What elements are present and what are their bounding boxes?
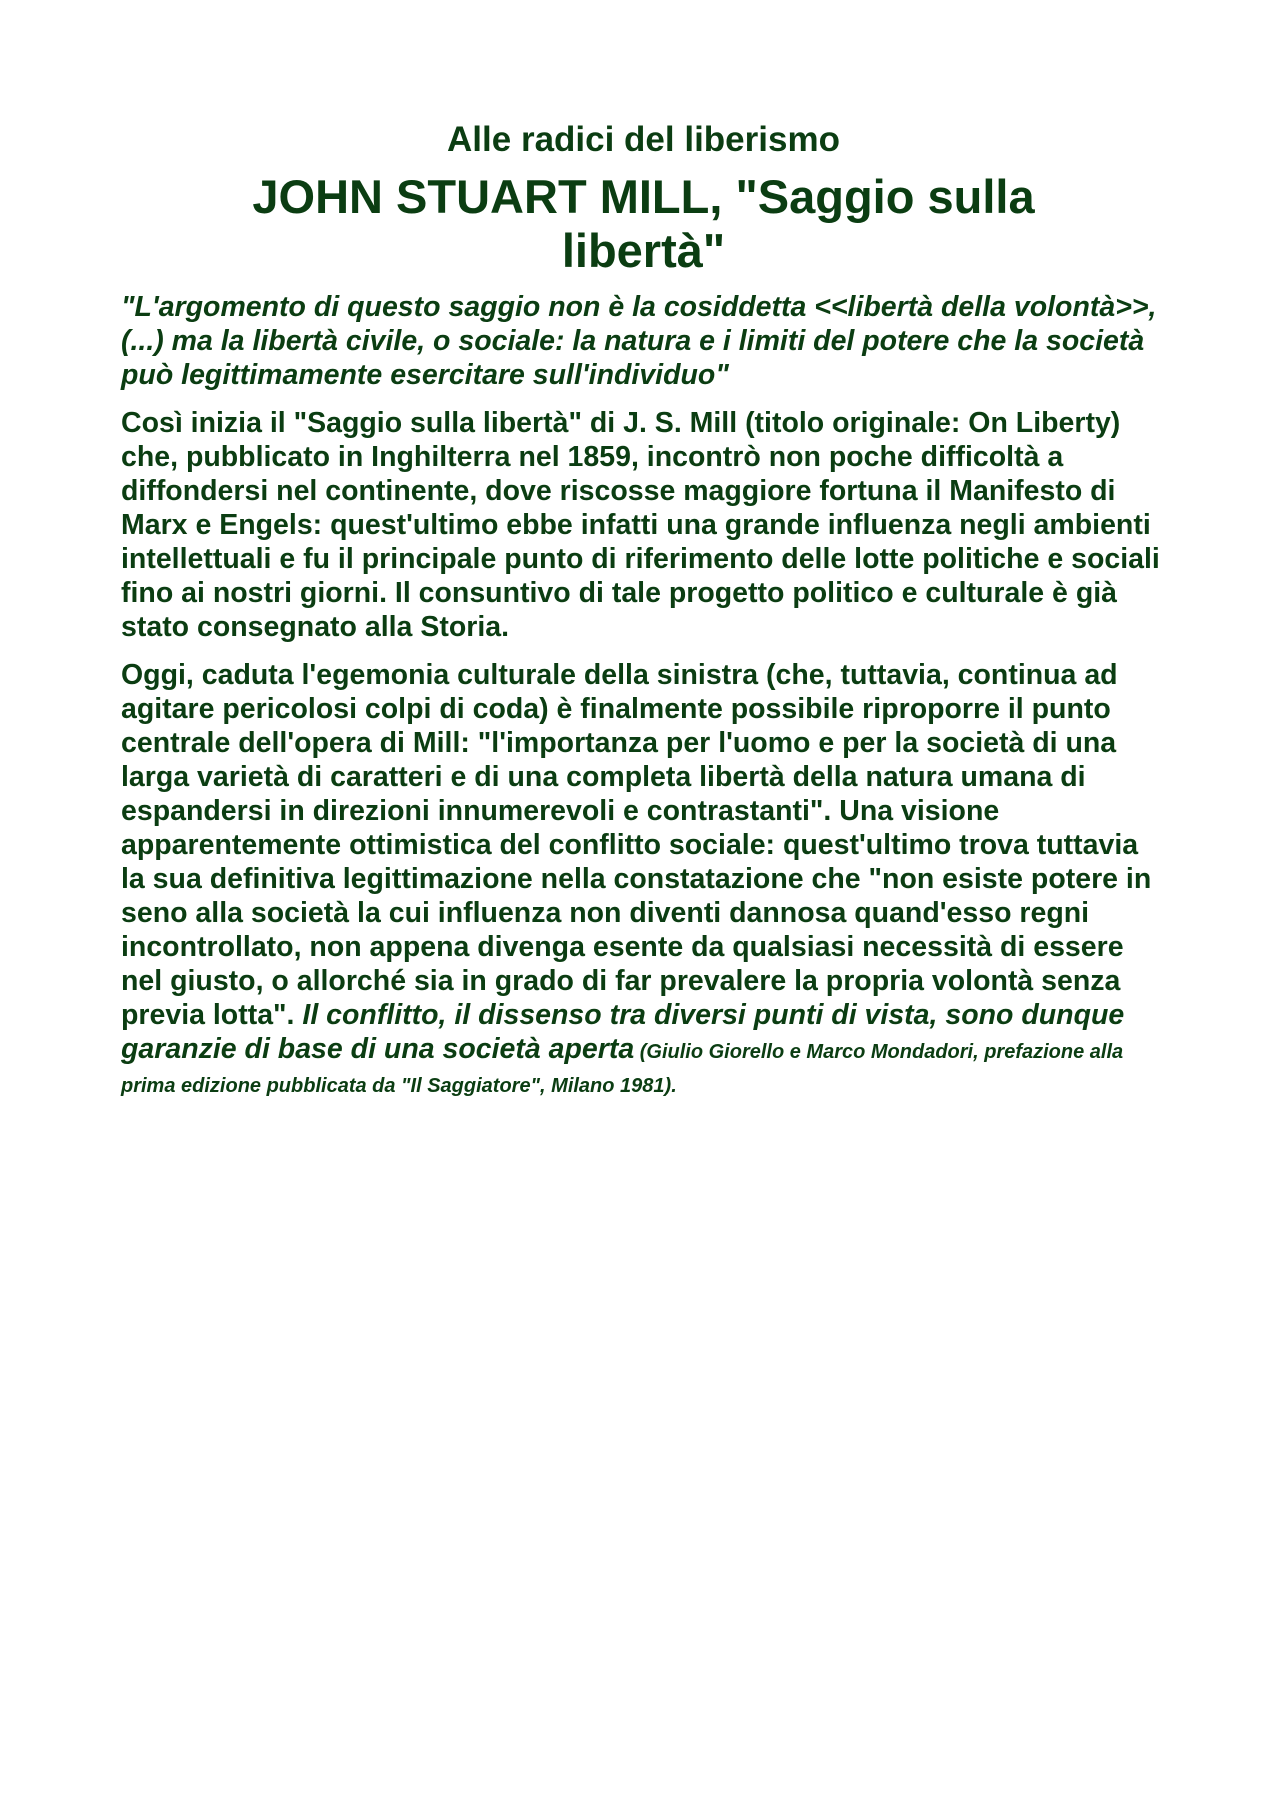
citation: (Giulio Giorello e Marco Mondadori, prefazione alla prima edizione pubblicata da "Il Saggiatore", Milano 1981). (121, 1041, 1124, 1097)
document-title: JOHN STUART MILL, "Saggio sulla libertà" (252, 170, 1035, 277)
paragraph-main-emphasis: Il conflitto, il dissenso tra diversi punti di vista, sono dunque garanzie di base di una società aperta (121, 999, 1125, 1065)
document-body (121, 118, 1166, 1114)
paragraph-main-text: Oggi, caduta l'egemonia culturale della sinistra (che, tuttavia, continua ad agitare pericolosi colpi di coda) è finalmente possibile riproporre il punto centrale dell'opera di Mill: "l'importanza per l'uomo e per la società di una larga varietà di caratteri e di una completa libertà della natura umana di espandersi in direzioni innumerevoli e contrastanti". Una visione apparentemente ottimistica del conflitto sociale: quest'ultimo trova tuttavia la sua definitiva legittimazione nella constatazione che "non esiste potere in seno alla società la cui influenza non diventi dannosa quand'esso regni incontrollato, non appena divenga esente da qualsiasi necessità di essere nel giusto, o allorché sia in grado di far prevalere la propria volontà senza previa lotta". (121, 659, 1152, 1031)
paragraph-intro: Così inizia il "Saggio sulla libertà" di J. S. Mill (titolo originale: On Liberty) che, pubblicato in Inghilterra nel 1859, incontrò non poche difficoltà a diffondersi nel continente, dove riscosse maggiore fortuna il Manifesto di Marx e Engels: quest'ultimo ebbe infatti una grande influenza negli ambienti intellettuali e fu il principale punto di riferimento delle lotte politiche e sociali fino ai nostri giorni. Il consuntivo di tale progetto politico e culturale è già stato consegnato alla Storia. (121, 407, 1160, 643)
opening-quote: "L'argomento di questo saggio non è la cosiddetta <<libertà della volontà>>, (...) ma la libertà civile, o sociale: la natura e i limiti del potere che la società può legittimamente esercitare sull'individuo" (121, 291, 1157, 391)
paragraph-main (121, 658, 1166, 1100)
document-subtitle: Alle radici del liberismo (447, 120, 840, 159)
